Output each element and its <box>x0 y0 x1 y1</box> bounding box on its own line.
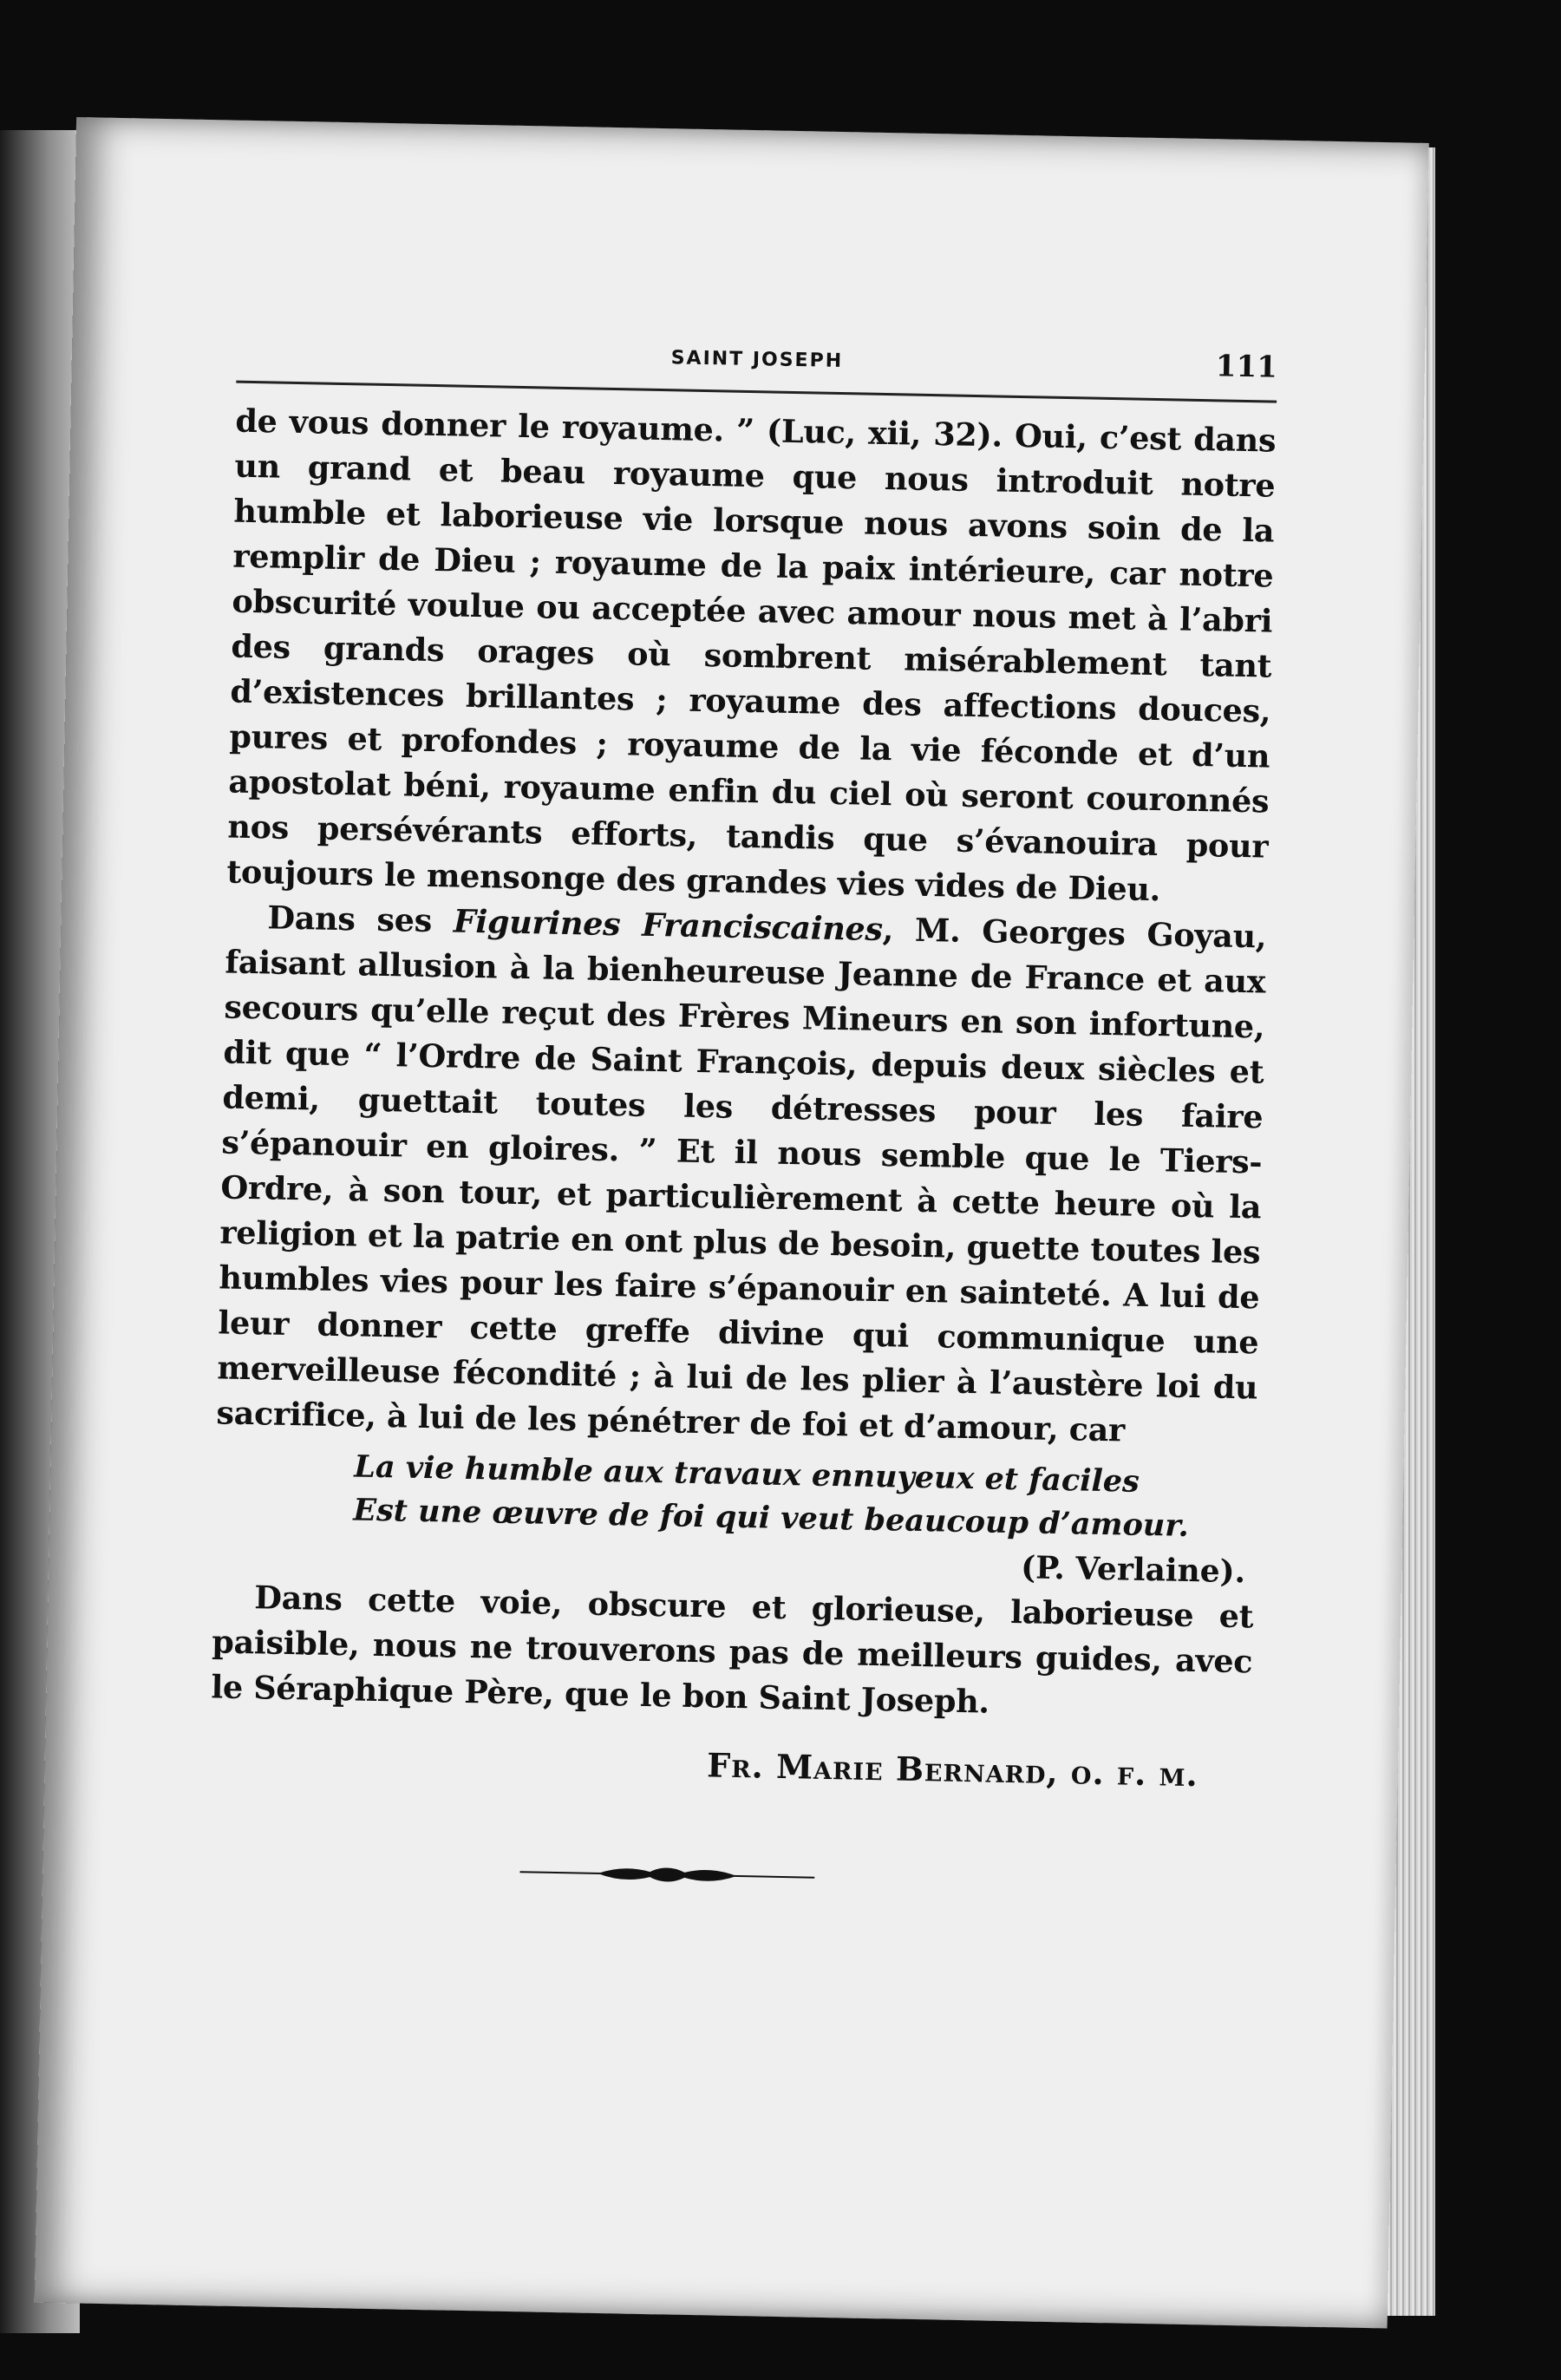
book-page <box>35 117 1429 2328</box>
page-number: 111 <box>1215 349 1278 385</box>
paragraph-2-lead: Dans ses <box>267 899 454 940</box>
text-block <box>207 320 1277 1899</box>
verse-line-1: La vie humble aux travaux ennuyeux et faciles <box>353 1448 1140 1500</box>
paragraph-2-rest: , M. Georges Goyau, faisant allusion à la bienheureuse Jeanne de France et aux secours qu’elle reçut des Frères Mineurs en son infortune, dit que “ l’Ordre de Saint François, depuis deux siècles et demi, guettait toutes les détresses pour les faire s’épanouir en gloires. ” Et il nous semble que le Tiers-Ordre, à son tour, et particulièrement à cette heure où la religion et la patrie en ont plus de besoin, guette toutes les humbles vies pour les faire s’épanouir en sainteté. A lui de leur donner cette greffe divine qui communique une merveilleuse fécondité ; à lui de les plier à l’austère loi du sacrifice, à lui de les pénétrer de foi et d’amour, car <box>216 911 1267 1449</box>
book-title: Figurines Franciscaines <box>453 902 884 949</box>
verse-source: (P. Verlaine). <box>1020 1549 1246 1591</box>
running-title: SAINT JOSEPH <box>670 347 844 373</box>
author-signature: Fr. Marie Bernard, o. f. m. <box>706 1745 1199 1795</box>
running-head <box>236 320 1277 401</box>
paragraph-1: de vous donner le royaume. ” (Luc, xii, 32). Oui, c’est dans un grand et beau royaume que nous introduit notre humble et laborieuse vie lorsque nous avons soin de la remplir de Dieu ; royaume de la paix intérieure, car notre obscurité voulue ou acceptée avec amour nous met à l’abri des grands orages où sombrent misérablement tant d’existences brillantes ; royaume des affections douces, pures et profondes ; royaume de la vie féconde et d’un apostolat béni, royaume enfin du ciel où seront couronnés nos persévérants efforts, tandis que s’évanouira pour toujours le mensonge des grandes vies vides de Dieu. <box>226 402 1277 909</box>
verse-quote <box>353 1445 1257 1549</box>
tailpiece-ornament-icon <box>519 1859 815 1891</box>
paragraph-3: Dans cette voie, obscure et glorieuse, laborieuse et paisible, nous ne trouverons pas de meilleurs guides, avec le Séraphique Père, que le bon Saint Joseph. <box>211 1579 1254 1721</box>
verse-line-2: Est une œuvre de foi qui veut beaucoup d’amour. <box>352 1492 1190 1544</box>
paragraph-2 <box>216 895 1267 1456</box>
